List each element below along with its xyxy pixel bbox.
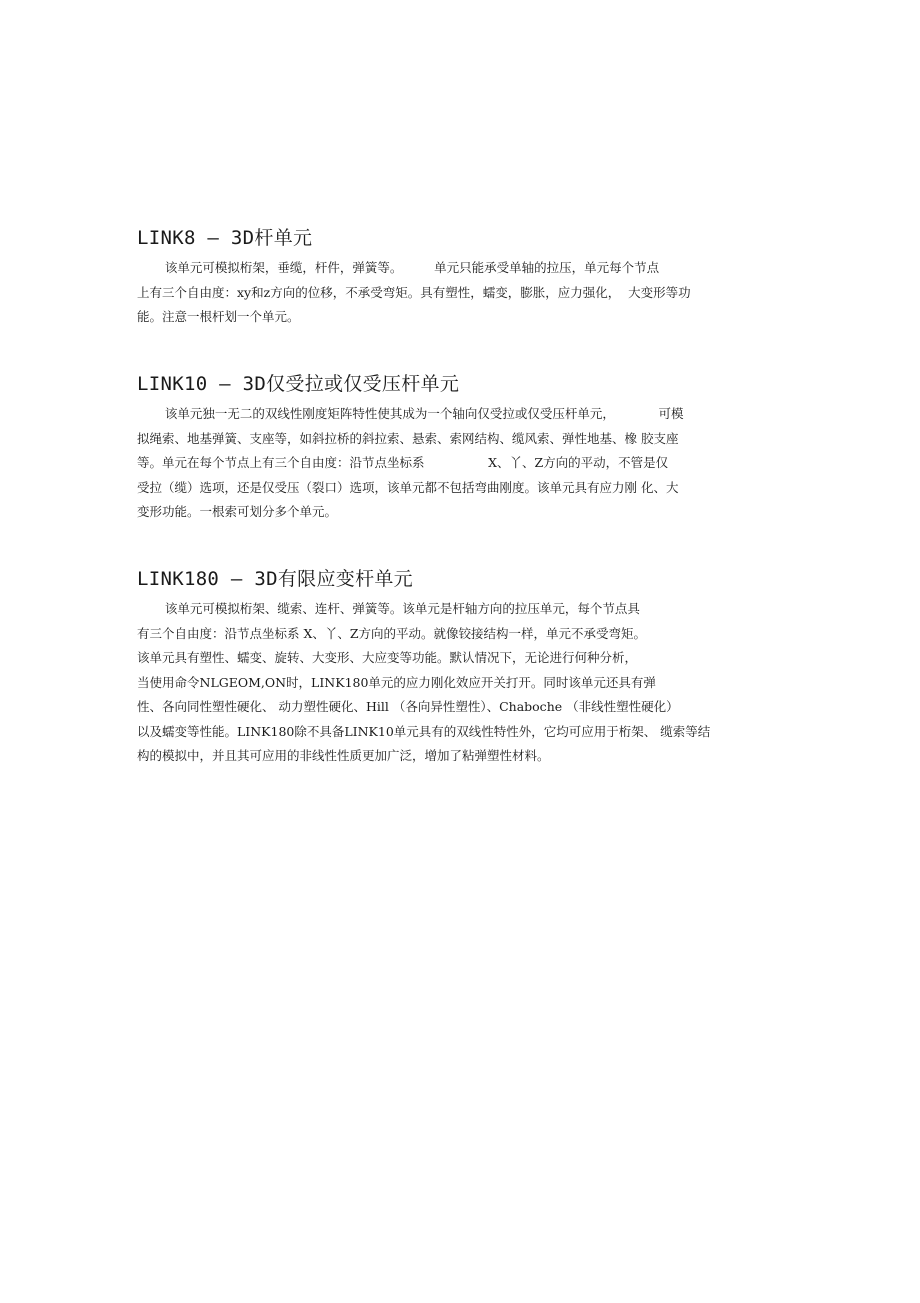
section-heading: LINK10 — 3D仅受拉或仅受压杆单元 (137, 373, 460, 395)
paragraph-line: 当使用命令NLGEOM,ON时，LINK180单元的应力刚化效应开关打开。同时该单元还具有弹 (137, 674, 656, 690)
paragraph-line: 拟绳索、地基弹簧、支座等，如斜拉桥的斜拉索、悬索、索网结构、缆风索、弹性地基、橡 胶支座 (137, 430, 679, 446)
section-heading: LINK180 — 3D有限应变杆单元 (137, 568, 413, 590)
paragraph-line: 等。单元在每个节点上有三个自由度：沿节点坐标系 X、丫、Z方向的平动，不管是仅 (137, 455, 669, 470)
paragraph-line: 有三个自由度：沿节点坐标系 X、丫、Z方向的平动。就像铰接结构一样，单元不承受弯矩。 (137, 625, 647, 641)
paragraph-line: 性、各向同性塑性硬化、 动力塑性硬化、Hill （各向异性塑性）、Chaboche （非线性塑性硬化） (137, 699, 679, 714)
section-link180 (137, 567, 777, 769)
paragraph-line: 能。注意一根杆划一个单元。 (137, 309, 300, 324)
paragraph-line: 该单元可模拟桁架，垂缆，杆件，弹簧等。 单元只能承受单轴的拉压，单元每个节点 (137, 260, 660, 275)
paragraph-line: 构的模拟中，并且其可应用的非线性性质更加广泛，增加了粘弹塑性材料。 (137, 748, 550, 763)
paragraph-line: 受拉（缆）选项，还是仅受压（裂口）选项，该单元都不包括弯曲刚度。该单元具有应力刚 化、大 (137, 479, 679, 495)
paragraph-line: 该单元具有塑性、蠕变、旋转、大变形、大应变等功能。默认情况下，无论进行何种分析， (137, 650, 638, 665)
section-link10 (137, 372, 777, 525)
paragraph-line: 该单元可模拟桁架、缆索、连杆、弹簧等。该单元是杆轴方向的拉压单元，每个节点具 (137, 601, 640, 616)
paragraph-line: 以及蠕变等性能。LINK180除不具备LINK10单元具有的双线性特性外，它均可应用于桁架、 缆索等结 (137, 723, 711, 739)
paragraph-line: 该单元独一无二的双线性刚度矩阵特性使其成为一个轴向仅受拉或仅受压杆单元， 可模 (137, 406, 684, 421)
section-link8 (137, 226, 777, 330)
paragraph-line: 变形功能。一根索可划分多个单元。 (137, 504, 338, 519)
paragraph-line: 上有三个自由度：xy和z方向的位移，不承受弯矩。具有塑性，蠕变，膨胀，应力强化， 大变形等功 (137, 284, 691, 300)
section-heading: LINK8 — 3D杆单元 (137, 227, 313, 249)
